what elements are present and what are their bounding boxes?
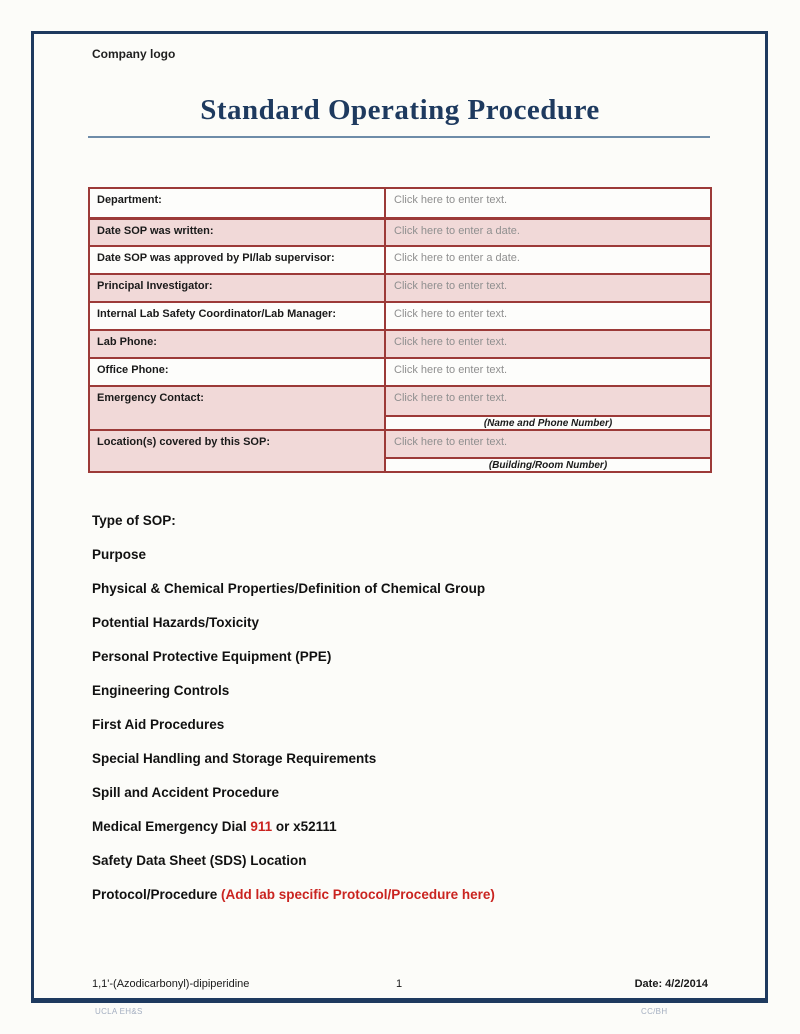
page-footer: [88, 978, 710, 994]
section-text: Personal Protective Equipment (PPE): [92, 649, 332, 664]
footer-document-name: 1,1'-(Azodicarbonyl)-dipiperidine: [92, 978, 250, 990]
section-text: or x52111: [272, 819, 337, 834]
section-heading-list: [92, 504, 710, 912]
section-text: Type of SOP:: [92, 513, 176, 528]
section-red-text: (Add lab specific Protocol/Procedure here): [221, 887, 495, 902]
section-text: Spill and Accident Procedure: [92, 785, 280, 800]
section-text: Safety Data Sheet (SDS) Location: [92, 853, 307, 868]
footer-page-number: 1: [395, 978, 403, 990]
table-row: [90, 301, 710, 329]
title-underline: [88, 136, 710, 138]
section-text: Physical & Chemical Properties/Definition of Chemical Group: [92, 581, 486, 596]
row-label-lab-safety-coordinator: Internal Lab Safety Coordinator/Lab Manager:: [90, 303, 386, 329]
footer-date: Date: 4/2/2014: [634, 978, 708, 990]
section-medical-emergency: [92, 810, 710, 844]
table-row: [90, 217, 710, 245]
row-label-lab-phone: Lab Phone:: [90, 331, 386, 357]
section-text: Protocol/Procedure: [92, 887, 222, 902]
row-label-principal-investigator: Principal Investigator:: [90, 275, 386, 301]
section-text: Medical Emergency Dial: [92, 819, 251, 834]
note-building-room: (Building/Room Number): [386, 457, 710, 471]
section-text: Special Handling and Storage Requirements: [92, 751, 377, 766]
section-spill-accident: [92, 776, 710, 810]
section-special-handling-storage: [92, 742, 710, 776]
section-sds-location: [92, 844, 710, 878]
field-department[interactable]: Click here to enter text.: [394, 194, 508, 206]
table-row: [90, 357, 710, 385]
section-red-text: 911: [250, 819, 273, 834]
section-purpose: [92, 538, 710, 572]
field-date-written[interactable]: Click here to enter a date.: [386, 220, 710, 245]
section-text: Engineering Controls: [92, 683, 230, 698]
row-label-emergency-contact: Emergency Contact:: [90, 387, 386, 429]
table-row: [90, 429, 710, 471]
section-potential-hazards: [92, 606, 710, 640]
table-row: [90, 385, 710, 429]
row-label-locations-covered: Location(s) covered by this SOP:: [90, 431, 386, 471]
section-text: Potential Hazards/Toxicity: [92, 615, 260, 630]
field-principal-investigator[interactable]: Click here to enter text.: [386, 275, 710, 301]
section-first-aid: [92, 708, 710, 742]
sop-info-table: [88, 187, 712, 473]
section-text: First Aid Procedures: [92, 717, 225, 732]
document-title: Standard Operating Procedure: [200, 94, 600, 126]
field-lab-safety-coordinator[interactable]: Click here to enter text.: [394, 308, 508, 320]
bottom-metadata: [0, 1007, 800, 1021]
table-row: [90, 273, 710, 301]
table-row: [90, 245, 710, 273]
note-name-and-phone: (Name and Phone Number): [386, 415, 710, 429]
field-lab-phone[interactable]: Click here to enter text.: [386, 331, 710, 357]
table-row: [90, 329, 710, 357]
row-label-date-approved: Date SOP was approved by PI/lab supervisor:: [90, 247, 386, 273]
section-type-of-sop: [92, 504, 710, 538]
field-office-phone[interactable]: Click here to enter text.: [394, 364, 508, 376]
bottom-meta-left: UCLA EH&S: [95, 1007, 143, 1016]
section-text: Purpose: [92, 547, 147, 562]
row-label-date-written: Date SOP was written:: [90, 220, 386, 245]
section-protocol-procedure: [92, 878, 710, 912]
field-emergency-contact[interactable]: Click here to enter text.: [386, 387, 710, 415]
company-logo-text: Company logo: [92, 47, 176, 61]
field-locations-covered[interactable]: Click here to enter text.: [386, 431, 710, 457]
field-date-approved[interactable]: Click here to enter a date.: [394, 252, 520, 264]
section-engineering-controls: [92, 674, 710, 708]
row-label-office-phone: Office Phone:: [90, 359, 386, 385]
row-label-department: Department:: [90, 189, 386, 217]
bottom-meta-right: CC/BH: [641, 1007, 668, 1016]
table-row: [90, 189, 710, 217]
section-physical-chemical-properties: [92, 572, 710, 606]
section-ppe: [92, 640, 710, 674]
